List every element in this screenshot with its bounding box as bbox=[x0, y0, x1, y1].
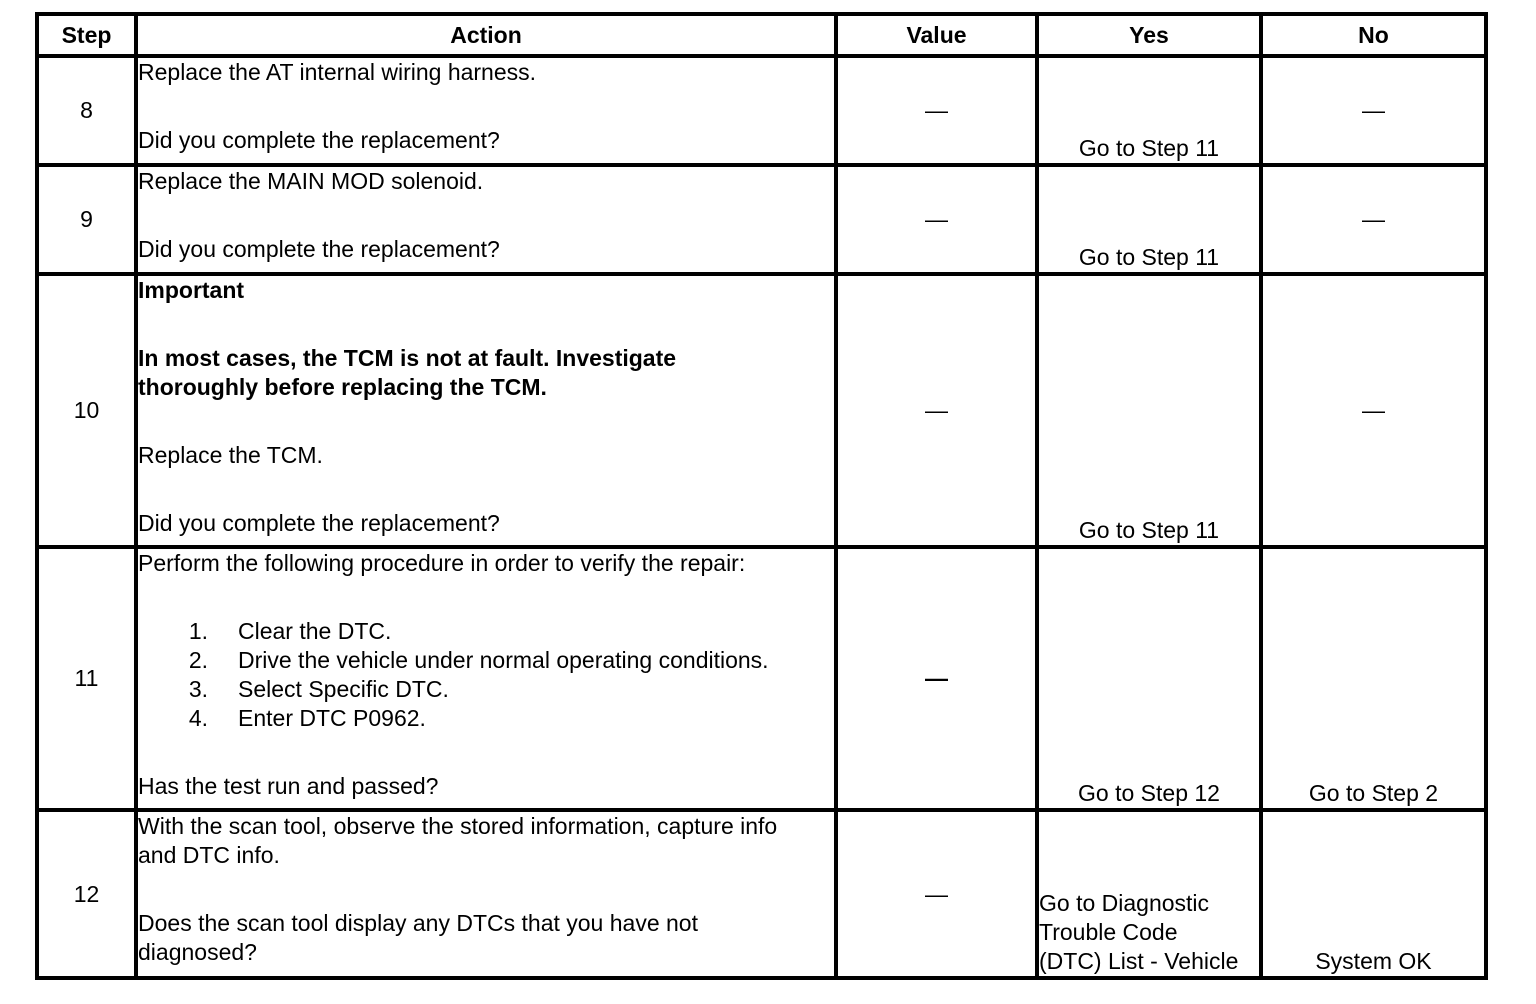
header-no: No bbox=[1261, 14, 1486, 56]
procedure-step bbox=[138, 617, 834, 646]
yes-cell: Go to Step 11 bbox=[1037, 56, 1261, 165]
action-cell bbox=[136, 274, 836, 547]
yes-cell bbox=[1037, 810, 1261, 978]
header-value: Value bbox=[836, 14, 1037, 56]
yes-cell: Go to Step 11 bbox=[1037, 165, 1261, 274]
step-number: 12 bbox=[37, 810, 136, 978]
value-cell: — bbox=[836, 274, 1037, 547]
procedure-step-number: 1. bbox=[188, 618, 208, 644]
table-row-step-8 bbox=[37, 56, 1486, 165]
action-cell bbox=[136, 56, 836, 165]
value-cell: — bbox=[836, 547, 1037, 810]
action-question: Did you complete the replacement? bbox=[138, 127, 500, 153]
value-cell: — bbox=[836, 165, 1037, 274]
procedure-step bbox=[138, 704, 834, 733]
no-cell: — bbox=[1261, 56, 1486, 165]
yes-cell: Go to Step 11 bbox=[1037, 274, 1261, 547]
value-cell: — bbox=[836, 810, 1037, 978]
important-note: In most cases, the TCM is not at fault. Investigate thoroughly before replacing the TCM. bbox=[138, 345, 677, 400]
step-number: 11 bbox=[37, 547, 136, 810]
procedure-step-text: Enter DTC P0962. bbox=[238, 705, 426, 731]
action-instruction: Replace the MAIN MOD solenoid. bbox=[138, 168, 484, 194]
procedure-step-number: 4. bbox=[188, 705, 208, 731]
action-cell bbox=[136, 810, 836, 978]
table-row-step-9 bbox=[37, 165, 1486, 274]
procedure-step bbox=[138, 675, 834, 704]
header-action: Action bbox=[136, 14, 836, 56]
action-instruction: With the scan tool, observe the stored information, capture info and DTC info. bbox=[138, 813, 778, 868]
table-row-step-11 bbox=[37, 547, 1486, 810]
step-number: 9 bbox=[37, 165, 136, 274]
important-label: Important bbox=[138, 277, 245, 303]
action-instruction: Replace the TCM. bbox=[138, 442, 323, 468]
action-cell bbox=[136, 165, 836, 274]
action-question: Does the scan tool display any DTCs that you have not diagnosed? bbox=[138, 910, 698, 965]
procedure-step-text: Drive the vehicle under normal operating conditions. bbox=[238, 647, 769, 673]
procedure-list bbox=[138, 617, 834, 733]
action-cell bbox=[136, 547, 836, 810]
value-cell: — bbox=[836, 56, 1037, 165]
no-cell: — bbox=[1261, 165, 1486, 274]
procedure-step-text: Select Specific DTC. bbox=[238, 676, 449, 702]
action-instruction: Perform the following procedure in order to verify the repair: bbox=[138, 550, 746, 576]
action-question: Did you complete the replacement? bbox=[138, 236, 500, 262]
procedure-step-number: 2. bbox=[188, 647, 208, 673]
table-row-step-12 bbox=[37, 810, 1486, 978]
header-yes: Yes bbox=[1037, 14, 1261, 56]
procedure-step bbox=[138, 646, 834, 675]
diagnostic-table bbox=[35, 12, 1488, 980]
procedure-step-text: Clear the DTC. bbox=[238, 618, 392, 644]
no-cell: — bbox=[1261, 274, 1486, 547]
table-row-step-10 bbox=[37, 274, 1486, 547]
action-question: Has the test run and passed? bbox=[138, 773, 439, 799]
procedure-step-number: 3. bbox=[188, 676, 208, 702]
no-cell: Go to Step 2 bbox=[1261, 547, 1486, 810]
yes-cell: Go to Step 12 bbox=[1037, 547, 1261, 810]
action-question: Did you complete the replacement? bbox=[138, 510, 500, 536]
header-step: Step bbox=[37, 14, 136, 56]
action-instruction: Replace the AT internal wiring harness. bbox=[138, 59, 537, 85]
no-cell: System OK bbox=[1261, 810, 1486, 978]
step-number: 10 bbox=[37, 274, 136, 547]
header-row bbox=[37, 14, 1486, 56]
yes-link-text: Go to Diagnostic Trouble Code (DTC) List - Vehicle bbox=[1039, 890, 1239, 974]
step-number: 8 bbox=[37, 56, 136, 165]
